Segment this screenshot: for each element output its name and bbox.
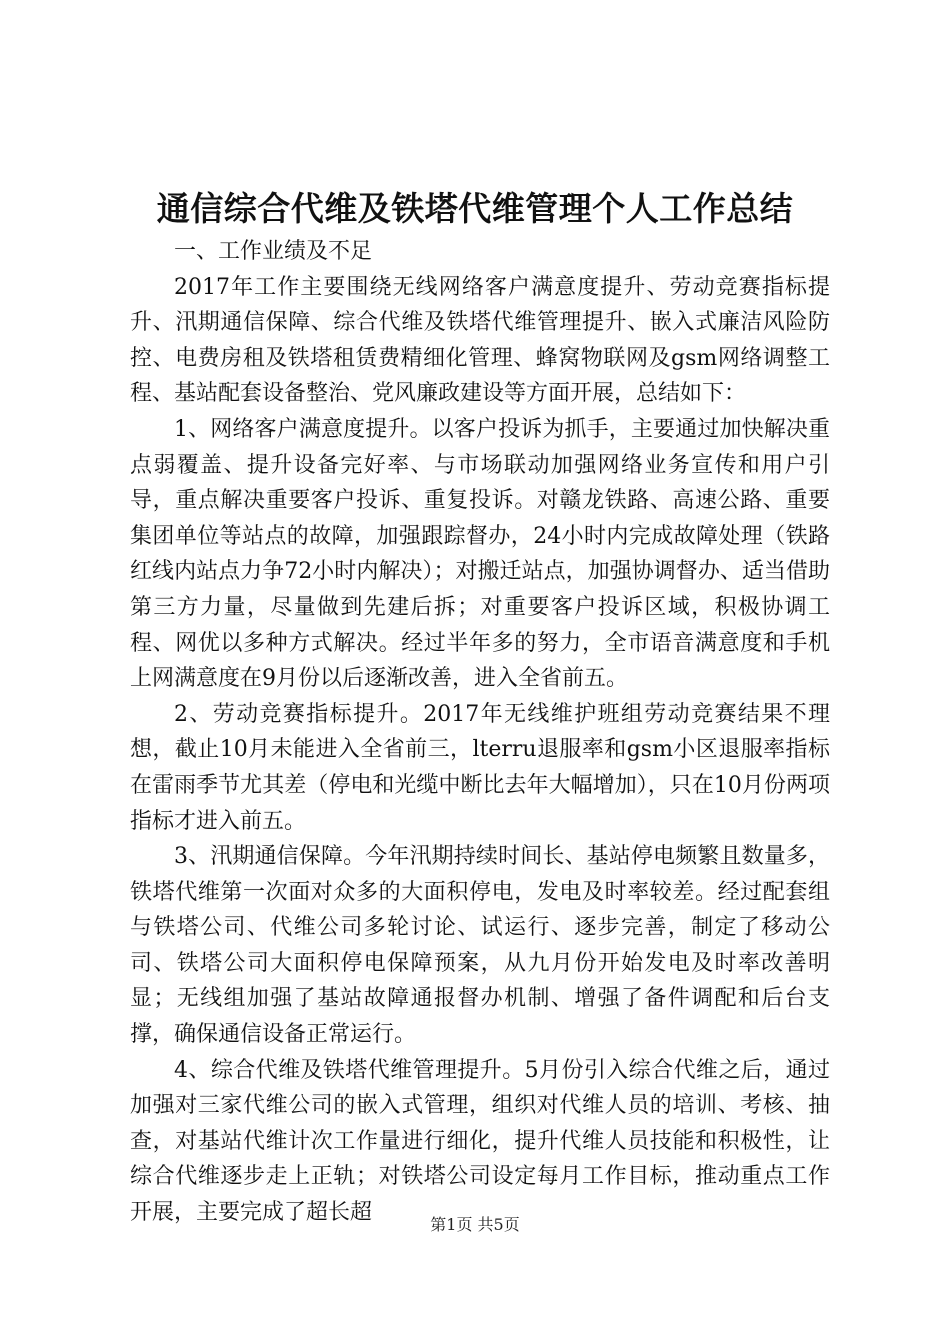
document-body — [130, 234, 830, 1231]
document-title: 通信综合代维及铁塔代维管理个人工作总结 — [156, 189, 794, 228]
paragraph-customer-satisfaction: 1、网络客户满意度提升。以客户投诉为抓手，主要通过加快解决重点弱覆盖、提升设备完好率、与市场联动加强网络业务宣传和用户引导，重点解决重要客户投诉、重复投诉。对赣龙铁路、高速公路、重要集团单位等站点的故障，加强跟踪督办，24小时内完成故障处理（铁路红线内站点力争72小时内解决）；对搬迁站点，加强协调督办、适当借助第三方力量，尽量做到先建后拆；对重要客户投诉区域，积极协调工程、网优以多种方式解决。经过半年多的努力，全市语音满意度和手机上网满意度在9月份以后逐渐改善，进入全省前五。 — [130, 416, 830, 692]
section-heading: 一、工作业绩及不足 — [174, 239, 373, 264]
paragraph-maintenance-management: 4、综合代维及铁塔代维管理提升。5月份引入综合代维之后，通过加强对三家代维公司的嵌入式管理，组织对代维人员的培训、考核、抽查，对基站代维计次工作量进行细化，提升代维人员技能和积极性，让综合代维逐步走上正轨；对铁塔公司设定每月工作目标，推动重点工作开展，主要完成了超长超 — [130, 1057, 830, 1226]
paragraph-intro: 2017年工作主要围绕无线网络客户满意度提升、劳动竞赛指标提升、汛期通信保障、综合代维及铁塔代维管理提升、嵌入式廉洁风险防控、电费房租及铁塔租赁费精细化管理、蜂窝物联网及gsm网络调整工程、基站配套设备整治、党风廉政建设等方面开展，总结如下： — [130, 274, 830, 407]
page-footer: 第1页 共5页 — [430, 1215, 520, 1234]
paragraph-labor-competition: 2、劳动竞赛指标提升。2017年无线维护班组劳动竞赛结果不理想，截止10月未能进入全省前三，lterru退服率和gsm小区退服率指标在雷雨季节尤其差（停电和光缆中断比去年大幅增加），只在10月份两项指标才进入前五。 — [130, 701, 830, 834]
paragraph-flood-season: 3、汛期通信保障。今年汛期持续时间长、基站停电频繁且数量多，铁塔代维第一次面对众多的大面积停电，发电及时率较差。经过配套组与铁塔公司、代维公司多轮讨论、试运行、逐步完善，制定了移动公司、铁塔公司大面积停电保障预案，从九月份开始发电及时率改善明显；无线组加强了基站故障通报督办机制、增强了备件调配和后台支撑，确保通信设备正常运行。 — [130, 844, 830, 1048]
